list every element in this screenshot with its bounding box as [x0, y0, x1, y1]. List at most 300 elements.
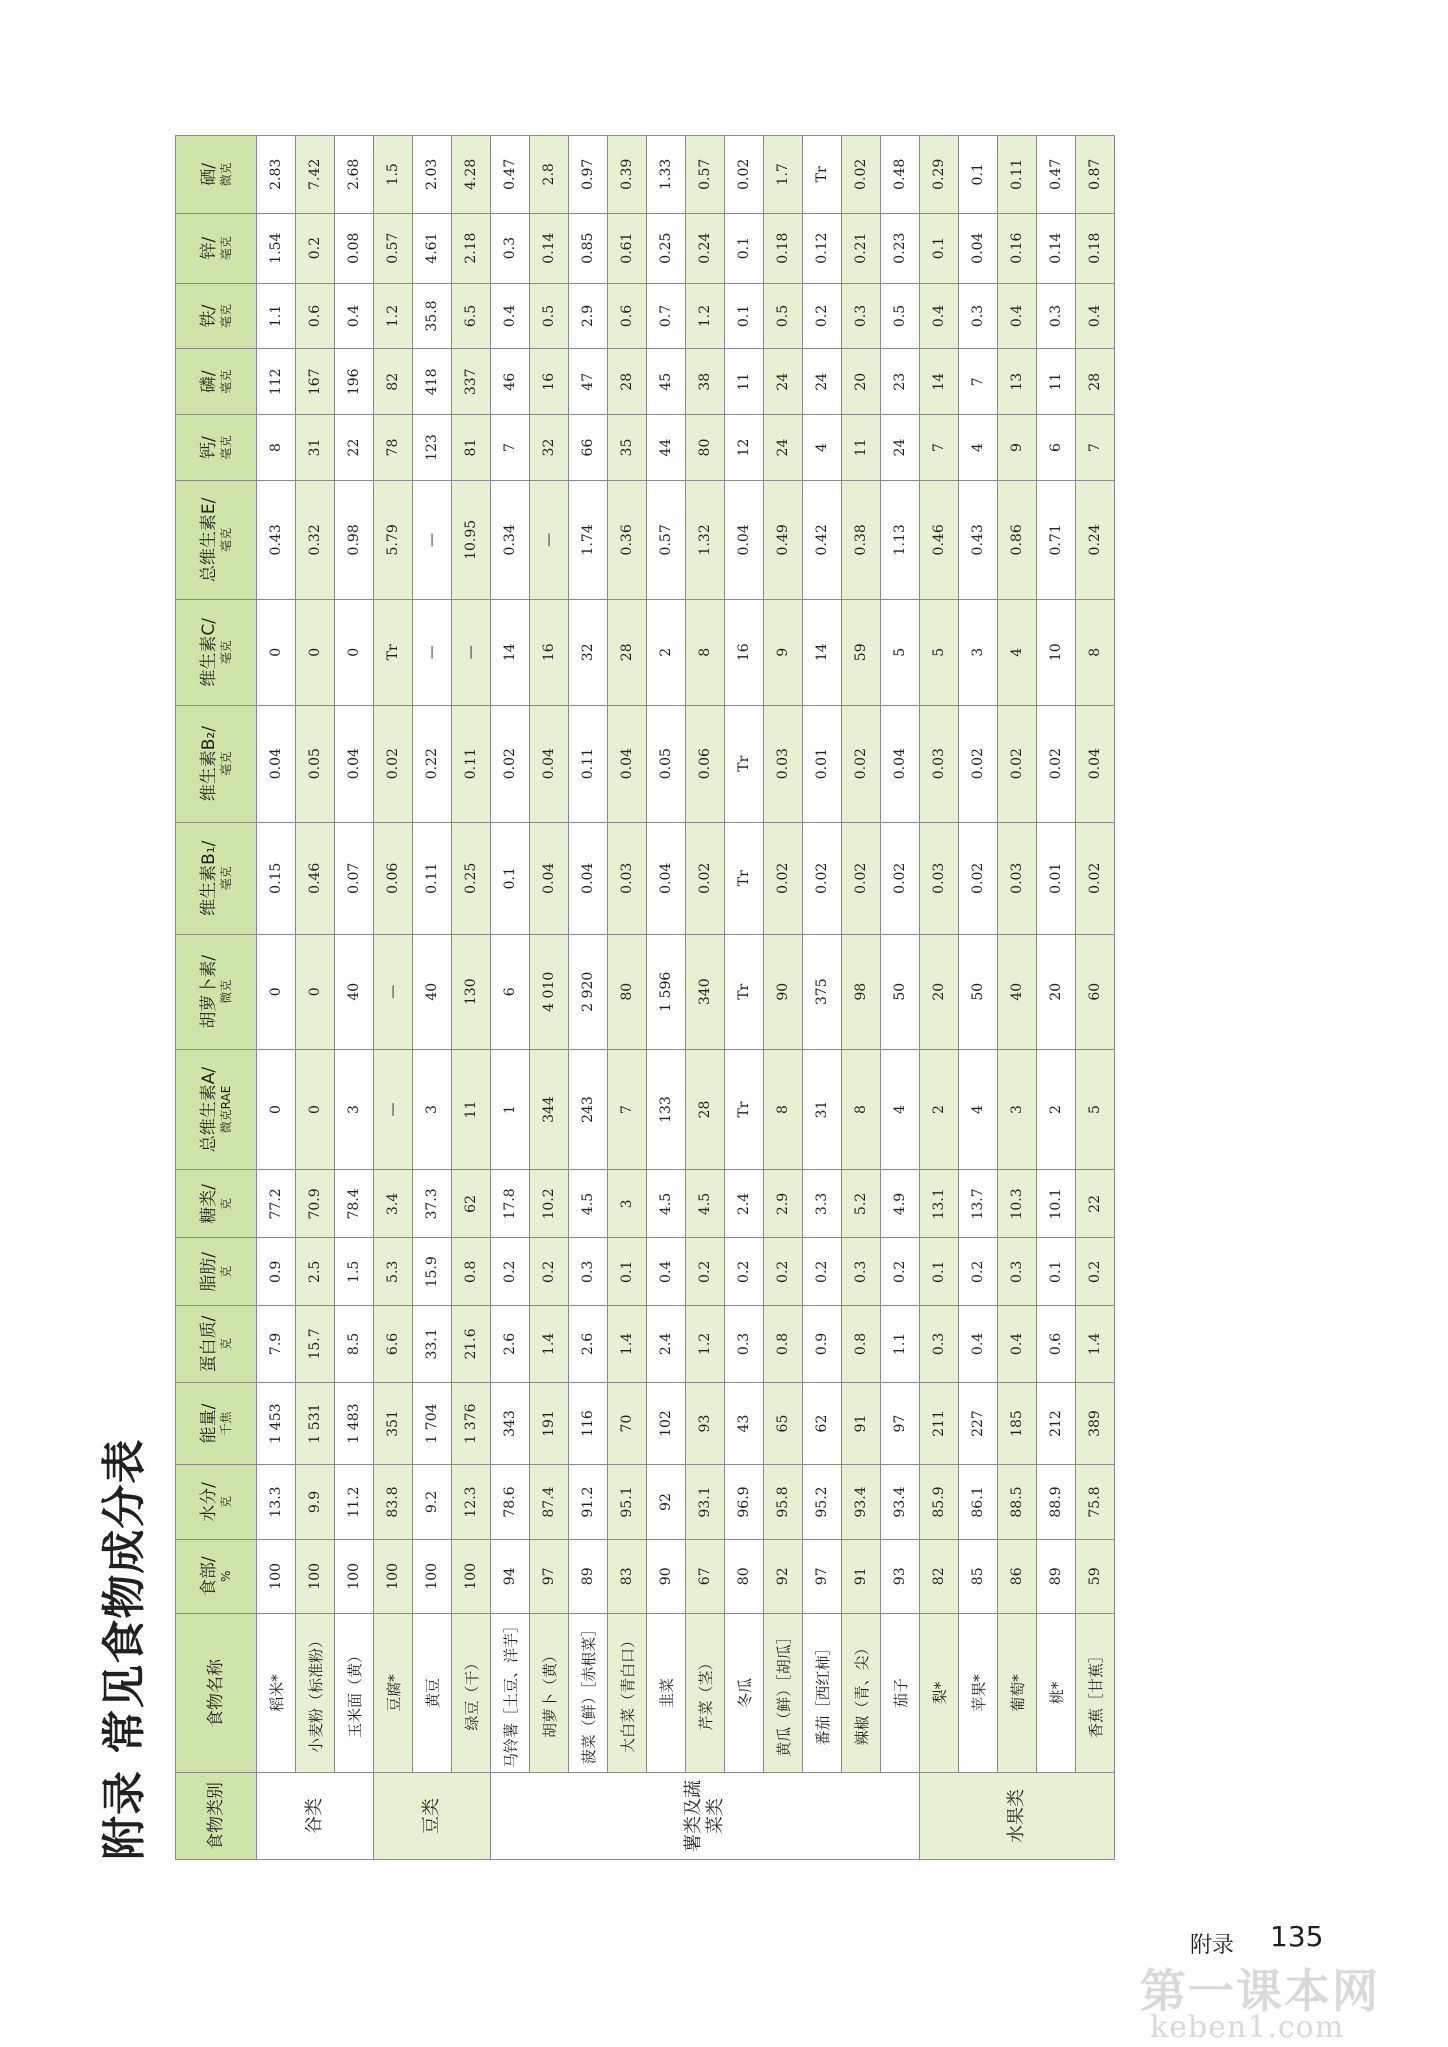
value-cell: 0.02	[491, 705, 530, 822]
value-cell: 1 531	[296, 1382, 335, 1465]
value-cell: 0.03	[998, 822, 1037, 934]
value-cell: 0.34	[491, 480, 530, 599]
value-cell: 0	[335, 599, 374, 705]
value-cell: 5.2	[842, 1170, 881, 1238]
value-cell: 1 376	[452, 1382, 491, 1465]
footer-label: 附录	[1190, 1933, 1235, 1958]
value-cell: 82	[920, 1539, 959, 1613]
value-cell: 78.4	[335, 1170, 374, 1238]
value-cell: 0.57	[647, 480, 686, 599]
value-cell: 0.1	[959, 136, 998, 214]
header-col	[176, 1238, 257, 1306]
value-cell: 12.3	[452, 1465, 491, 1539]
value-cell: 24	[803, 349, 842, 415]
table-row	[491, 136, 530, 1860]
value-cell: 0.2	[725, 1238, 764, 1306]
value-cell: 0.02	[686, 822, 725, 934]
food-name-cell: 豆腐*	[374, 1613, 413, 1772]
value-cell: 0.02	[725, 136, 764, 214]
value-cell: 0.23	[881, 213, 920, 283]
value-cell: 0.4	[998, 1306, 1037, 1382]
value-cell: 9	[998, 415, 1037, 481]
value-cell: 133	[647, 1049, 686, 1170]
value-cell: 1.5	[374, 136, 413, 214]
value-cell: —	[374, 934, 413, 1049]
value-cell: 0.4	[647, 1238, 686, 1306]
value-cell: 60	[1076, 934, 1115, 1049]
value-cell: 0.1	[608, 1238, 647, 1306]
value-cell: 0.86	[998, 480, 1037, 599]
value-cell: 24	[764, 349, 803, 415]
value-cell: 351	[374, 1382, 413, 1465]
value-cell: 212	[1037, 1382, 1076, 1465]
value-cell: 0	[296, 1049, 335, 1170]
table-row	[530, 136, 569, 1860]
value-cell: 0.2	[296, 213, 335, 283]
value-cell: 17.8	[491, 1170, 530, 1238]
value-cell: 7	[1076, 415, 1115, 481]
value-cell: 11	[452, 1049, 491, 1170]
value-cell: 0.71	[1037, 480, 1076, 599]
value-cell: 2.03	[413, 136, 452, 214]
value-cell: 0.05	[647, 705, 686, 822]
value-cell: 1.4	[530, 1306, 569, 1382]
value-cell: 89	[1037, 1539, 1076, 1613]
table-row	[764, 136, 803, 1860]
header-category: 食物类别	[176, 1773, 257, 1860]
value-cell: 4	[803, 415, 842, 481]
table-row	[413, 136, 452, 1860]
header-col-title: 维生素C/	[198, 617, 219, 687]
value-cell: 1 483	[335, 1382, 374, 1465]
header-col-unit: %	[218, 1570, 233, 1582]
value-cell: 0.2	[881, 1238, 920, 1306]
value-cell: 0.1	[1037, 1238, 1076, 1306]
value-cell: 185	[998, 1382, 1037, 1465]
food-name-cell: 苹果*	[959, 1613, 998, 1772]
value-cell: 7	[491, 415, 530, 481]
value-cell: 2	[920, 1049, 959, 1170]
value-cell: 0.4	[1076, 283, 1115, 349]
value-cell: 1.33	[647, 136, 686, 214]
table-row	[569, 136, 608, 1860]
header-col	[176, 822, 257, 934]
value-cell: 83	[608, 1539, 647, 1613]
food-name-cell: 大白菜（青白口）	[608, 1613, 647, 1772]
value-cell: 0.3	[1037, 283, 1076, 349]
value-cell: 4	[959, 1049, 998, 1170]
value-cell: 22	[335, 415, 374, 481]
value-cell: 40	[413, 934, 452, 1049]
value-cell: 0.02	[803, 822, 842, 934]
value-cell: 28	[608, 349, 647, 415]
rotated-page	[90, 120, 1380, 1860]
food-composition-table	[175, 135, 1115, 1860]
value-cell: 0.02	[998, 705, 1037, 822]
value-cell: 6	[1037, 415, 1076, 481]
header-col	[176, 1539, 257, 1613]
value-cell: 0.04	[647, 822, 686, 934]
value-cell: 3	[413, 1049, 452, 1170]
value-cell: 16	[530, 349, 569, 415]
value-cell: 0.2	[686, 1238, 725, 1306]
value-cell: 0.1	[920, 1238, 959, 1306]
value-cell: 43	[725, 1382, 764, 1465]
value-cell: 0.2	[491, 1238, 530, 1306]
header-col	[176, 705, 257, 822]
food-name-cell: 小麦粉（标准粉）	[296, 1613, 335, 1772]
value-cell: 0.46	[920, 480, 959, 599]
value-cell: 2 920	[569, 934, 608, 1049]
header-col	[176, 213, 257, 283]
header-col-unit: 毫克	[218, 866, 233, 891]
value-cell: 0.24	[686, 213, 725, 283]
value-cell: 1.4	[608, 1306, 647, 1382]
value-cell: 0.1	[725, 283, 764, 349]
table-row	[608, 136, 647, 1860]
value-cell: Tr	[725, 822, 764, 934]
value-cell: 2.68	[335, 136, 374, 214]
value-cell: 80	[686, 415, 725, 481]
value-cell: 7	[608, 1049, 647, 1170]
value-cell: 0.02	[959, 822, 998, 934]
page-number: 135	[1270, 1920, 1324, 1953]
value-cell: 0.02	[842, 705, 881, 822]
value-cell: 0.57	[374, 213, 413, 283]
value-cell: 0.3	[920, 1306, 959, 1382]
value-cell: 0.6	[1037, 1306, 1076, 1382]
value-cell: 1.2	[686, 1306, 725, 1382]
value-cell: 67	[686, 1539, 725, 1613]
value-cell: 90	[764, 934, 803, 1049]
value-cell: 100	[413, 1539, 452, 1613]
value-cell: 59	[842, 599, 881, 705]
value-cell: 86.1	[959, 1465, 998, 1539]
value-cell: 9	[764, 599, 803, 705]
value-cell: 0.1	[725, 213, 764, 283]
value-cell: 3	[335, 1049, 374, 1170]
value-cell: —	[530, 480, 569, 599]
value-cell: 0.47	[1037, 136, 1076, 214]
value-cell: 337	[452, 349, 491, 415]
value-cell: 0.1	[920, 213, 959, 283]
value-cell: 0.29	[920, 136, 959, 214]
value-cell: 196	[335, 349, 374, 415]
header-col-unit: 克	[218, 1265, 233, 1278]
value-cell: 3	[959, 599, 998, 705]
value-cell: 211	[920, 1382, 959, 1465]
value-cell: 0.9	[803, 1306, 842, 1382]
value-cell: 44	[647, 415, 686, 481]
value-cell: 4	[998, 599, 1037, 705]
value-cell: 0.38	[842, 480, 881, 599]
value-cell: 0.03	[608, 822, 647, 934]
value-cell: 40	[335, 934, 374, 1049]
value-cell: 0.04	[257, 705, 296, 822]
header-col-title: 维生素B₂/	[198, 726, 219, 802]
value-cell: 343	[491, 1382, 530, 1465]
value-cell: 45	[647, 349, 686, 415]
value-cell: 0.3	[569, 1238, 608, 1306]
value-cell: 0.98	[335, 480, 374, 599]
value-cell: 102	[647, 1382, 686, 1465]
value-cell: 1 453	[257, 1382, 296, 1465]
value-cell: 5	[920, 599, 959, 705]
value-cell: 0.14	[530, 213, 569, 283]
value-cell: 100	[452, 1539, 491, 1613]
value-cell: 0.02	[842, 822, 881, 934]
value-cell: 0.5	[881, 283, 920, 349]
table-row	[959, 136, 998, 1860]
value-cell: 13.3	[257, 1465, 296, 1539]
value-cell: 0.4	[959, 1306, 998, 1382]
value-cell: 0.25	[452, 822, 491, 934]
value-cell: 0.97	[569, 136, 608, 214]
value-cell: 97	[530, 1539, 569, 1613]
value-cell: Tr	[725, 934, 764, 1049]
header-col	[176, 415, 257, 481]
value-cell: 0.07	[335, 822, 374, 934]
value-cell: 0.39	[608, 136, 647, 214]
value-cell: 1.5	[335, 1238, 374, 1306]
header-col-unit: 克	[218, 1496, 233, 1509]
value-cell: 0.9	[257, 1238, 296, 1306]
value-cell: 8	[842, 1049, 881, 1170]
value-cell: 80	[608, 934, 647, 1049]
value-cell: 389	[1076, 1382, 1115, 1465]
value-cell: 96.9	[725, 1465, 764, 1539]
value-cell: 24	[764, 415, 803, 481]
value-cell: 344	[530, 1049, 569, 1170]
header-col-title: 脂肪/	[198, 1251, 219, 1292]
value-cell: 2	[1037, 1049, 1076, 1170]
value-cell: 92	[647, 1465, 686, 1539]
value-cell: 0.06	[374, 822, 413, 934]
value-cell: 88.9	[1037, 1465, 1076, 1539]
value-cell: 11.2	[335, 1465, 374, 1539]
value-cell: 0.11	[413, 822, 452, 934]
value-cell: 13	[998, 349, 1037, 415]
header-col-title: 锌/	[198, 236, 219, 260]
value-cell: 2.6	[569, 1306, 608, 1382]
value-cell: 31	[296, 415, 335, 481]
value-cell: 2.6	[491, 1306, 530, 1382]
value-cell: 10.1	[1037, 1170, 1076, 1238]
value-cell: 9.9	[296, 1465, 335, 1539]
value-cell: 11	[842, 415, 881, 481]
value-cell: 0.46	[296, 822, 335, 934]
value-cell: 98	[842, 934, 881, 1049]
value-cell: 0.25	[647, 213, 686, 283]
value-cell: 0.3	[725, 1306, 764, 1382]
value-cell: 112	[257, 349, 296, 415]
header-col	[176, 1170, 257, 1238]
table-row	[335, 136, 374, 1860]
value-cell: 8	[1076, 599, 1115, 705]
value-cell: 7.9	[257, 1306, 296, 1382]
value-cell: 1 596	[647, 934, 686, 1049]
header-col-title: 磷/	[198, 370, 219, 394]
value-cell: 0	[257, 1049, 296, 1170]
value-cell: 93.4	[881, 1465, 920, 1539]
value-cell: 0.4	[998, 283, 1037, 349]
food-name-cell: 韭菜	[647, 1613, 686, 1772]
table-row	[1076, 136, 1115, 1860]
value-cell: 28	[686, 1049, 725, 1170]
header-col-title: 铁/	[198, 304, 219, 328]
value-cell: 0.6	[296, 283, 335, 349]
header-col-title: 糖类/	[198, 1184, 219, 1224]
value-cell: 3	[998, 1049, 1037, 1170]
value-cell: 0	[296, 934, 335, 1049]
watermark-url: keben1.com	[1150, 2010, 1345, 2045]
value-cell: 12	[725, 415, 764, 481]
value-cell: 14	[491, 599, 530, 705]
value-cell: Tr	[725, 1049, 764, 1170]
value-cell: 0.02	[764, 822, 803, 934]
value-cell: 4 010	[530, 934, 569, 1049]
header-col-unit: 毫克	[218, 435, 233, 460]
value-cell: 0.04	[530, 705, 569, 822]
value-cell: 14	[920, 349, 959, 415]
page-title: 附录 常见食物成分表	[99, 1438, 150, 1860]
value-cell: 2.4	[725, 1170, 764, 1238]
value-cell: 0.01	[803, 705, 842, 822]
food-name-cell: 芹菜（茎）	[686, 1613, 725, 1772]
header-col-unit: 毫克	[218, 304, 233, 329]
value-cell: 0.2	[959, 1238, 998, 1306]
value-cell: 85	[959, 1539, 998, 1613]
value-cell: 0.2	[803, 283, 842, 349]
value-cell: 0.21	[842, 213, 881, 283]
value-cell: 0.4	[335, 283, 374, 349]
value-cell: 0.01	[1037, 822, 1076, 934]
header-col-title: 钙/	[198, 436, 219, 459]
table-row	[803, 136, 842, 1860]
header-col	[176, 1049, 257, 1170]
value-cell: 1	[491, 1049, 530, 1170]
value-cell: 50	[959, 934, 998, 1049]
value-cell: 2.18	[452, 213, 491, 283]
value-cell: 0.04	[530, 822, 569, 934]
value-cell: 20	[920, 934, 959, 1049]
header-col-unit: 毫克	[218, 527, 233, 552]
header-col	[176, 480, 257, 599]
value-cell: 0.15	[257, 822, 296, 934]
header-col	[176, 934, 257, 1049]
value-cell: 47	[569, 349, 608, 415]
value-cell: 15.7	[296, 1306, 335, 1382]
food-name-cell: 胡萝卜（黄）	[530, 1613, 569, 1772]
value-cell: 1.1	[881, 1306, 920, 1382]
value-cell: 0.04	[959, 213, 998, 283]
table-row	[452, 136, 491, 1860]
value-cell: 40	[998, 934, 1037, 1049]
value-cell: 0.22	[413, 705, 452, 822]
value-cell: 0.04	[725, 480, 764, 599]
value-cell: 81	[452, 415, 491, 481]
value-cell: 0.87	[1076, 136, 1115, 214]
value-cell: 1.13	[881, 480, 920, 599]
value-cell: 0.7	[647, 283, 686, 349]
value-cell: 4.5	[569, 1170, 608, 1238]
table-row	[920, 136, 959, 1860]
value-cell: 0.8	[764, 1306, 803, 1382]
value-cell: 7	[959, 349, 998, 415]
value-cell: 0.12	[803, 213, 842, 283]
value-cell: 0.43	[257, 480, 296, 599]
value-cell: 23	[881, 349, 920, 415]
value-cell: 85.9	[920, 1465, 959, 1539]
watermark-text: 第一课本网	[1140, 1964, 1380, 2018]
table-row	[296, 136, 335, 1860]
value-cell: 0.16	[998, 213, 1037, 283]
value-cell: 90	[647, 1539, 686, 1613]
value-cell: 4.61	[413, 213, 452, 283]
value-cell: 93	[686, 1382, 725, 1465]
value-cell: 87.4	[530, 1465, 569, 1539]
value-cell: 0.36	[608, 480, 647, 599]
value-cell: 59	[1076, 1539, 1115, 1613]
food-name-cell: 辣椒（青、尖）	[842, 1613, 881, 1772]
value-cell: 375	[803, 934, 842, 1049]
value-cell: 93	[881, 1539, 920, 1613]
table-row	[647, 136, 686, 1860]
food-name-cell: 马铃薯［土豆、洋芋］	[491, 1613, 530, 1772]
table-row	[725, 136, 764, 1860]
value-cell: 10.2	[530, 1170, 569, 1238]
value-cell: 89	[569, 1539, 608, 1613]
value-cell: 0.04	[1076, 705, 1115, 822]
category-cell: 豆类	[374, 1773, 491, 1860]
category-cell: 谷类	[257, 1773, 374, 1860]
header-col	[176, 283, 257, 349]
value-cell: 0.2	[1076, 1238, 1115, 1306]
value-cell: Tr	[803, 136, 842, 214]
value-cell: 2.4	[647, 1306, 686, 1382]
header-col	[176, 349, 257, 415]
value-cell: 50	[881, 934, 920, 1049]
value-cell: 7	[920, 415, 959, 481]
header-col-unit: 克	[218, 1337, 233, 1350]
header-col-unit: 毫克	[218, 369, 233, 394]
value-cell: 95.8	[764, 1465, 803, 1539]
value-cell: 0	[296, 599, 335, 705]
value-cell: 2	[647, 599, 686, 705]
value-cell: 1.2	[374, 283, 413, 349]
value-cell: 3.3	[803, 1170, 842, 1238]
header-col-unit: 微克RAE	[218, 1085, 233, 1134]
value-cell: 8	[257, 415, 296, 481]
header-row	[176, 136, 257, 1860]
header-col-title: 能量/	[198, 1403, 219, 1444]
value-cell: 4	[959, 415, 998, 481]
value-cell: Tr	[725, 705, 764, 822]
value-cell: 0.57	[686, 136, 725, 214]
value-cell: 116	[569, 1382, 608, 1465]
value-cell: 91	[842, 1382, 881, 1465]
value-cell: 65	[764, 1382, 803, 1465]
value-cell: 28	[608, 599, 647, 705]
value-cell: 191	[530, 1382, 569, 1465]
value-cell: 3.4	[374, 1170, 413, 1238]
value-cell: 0.02	[1037, 705, 1076, 822]
value-cell: 24	[881, 415, 920, 481]
value-cell: 0.8	[842, 1306, 881, 1382]
value-cell: 0.03	[764, 705, 803, 822]
value-cell: 0.61	[608, 213, 647, 283]
value-cell: 5	[881, 599, 920, 705]
